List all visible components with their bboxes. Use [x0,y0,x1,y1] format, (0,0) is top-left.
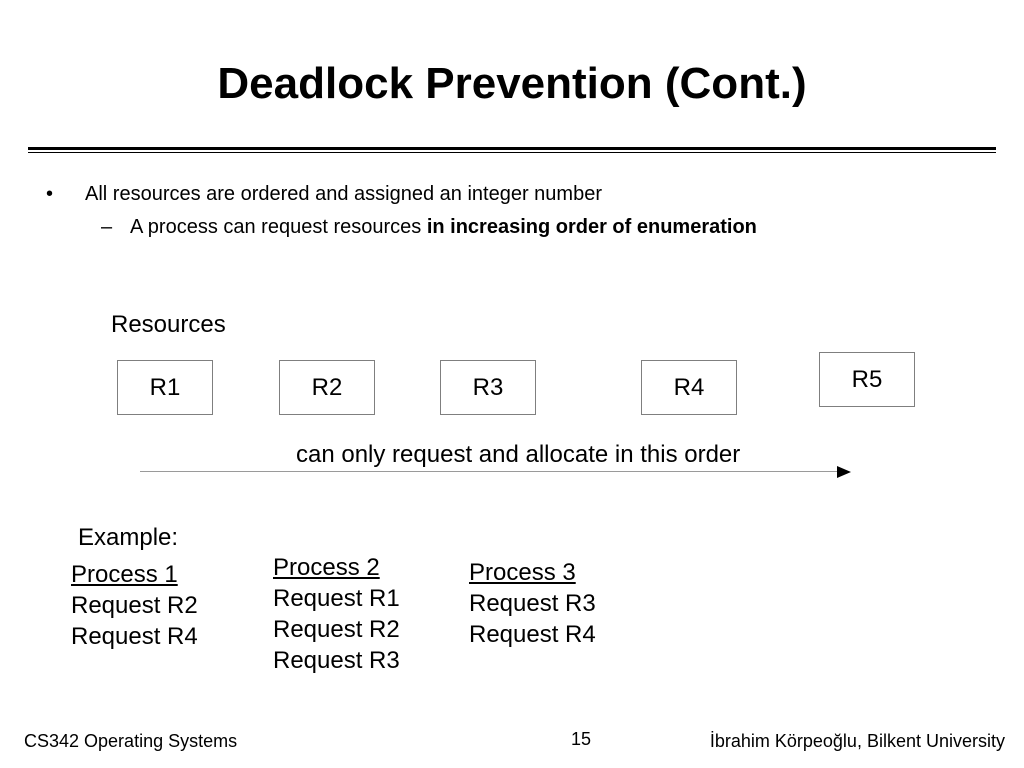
bullet-marker: • [46,183,54,205]
process-block-3 [469,557,596,650]
title-divider-thick [28,147,996,150]
process-request: Request R2 [273,616,400,643]
footer-page-number: 15 [571,729,592,749]
resource-box-r5: R5 [819,352,915,407]
order-label: can only request and allocate in this order [296,441,741,468]
process-request: Request R2 [71,592,198,619]
example-label: Example: [78,524,179,551]
bullet-text: All resources are ordered and assigned an integer number [85,183,602,205]
sub-bullet-text [130,215,757,239]
process-request: Request R1 [273,585,400,612]
resource-box-r3: R3 [440,360,536,415]
process-name: Process 1 [71,561,178,588]
footer-author: İbrahim Körpeoğlu, Bilkent University [709,731,1005,751]
resource-box-r4: R4 [641,360,737,415]
footer-course: CS342 Operating Systems [24,731,238,751]
sub-bullet-bold: in increasing order of enumeration [426,216,757,238]
process-block-1 [71,559,198,652]
process-name: Process 2 [273,554,380,581]
process-request: Request R4 [469,621,596,648]
sub-bullet-marker: – [101,216,113,238]
resource-box-r1: R1 [117,360,213,415]
process-block-2 [273,552,400,676]
process-request: Request R3 [469,590,596,617]
title-divider-thin [28,152,996,153]
process-request: Request R4 [71,623,198,650]
slide-title: Deadlock Prevention (Cont.) [217,59,807,108]
order-arrow-line [140,471,840,472]
process-request: Request R3 [273,647,400,674]
sub-bullet-plain: A process can request resources [130,216,427,238]
process-name: Process 3 [469,559,576,586]
resource-box-r2: R2 [279,360,375,415]
arrow-head-icon [837,466,851,478]
resources-label: Resources [111,311,226,338]
